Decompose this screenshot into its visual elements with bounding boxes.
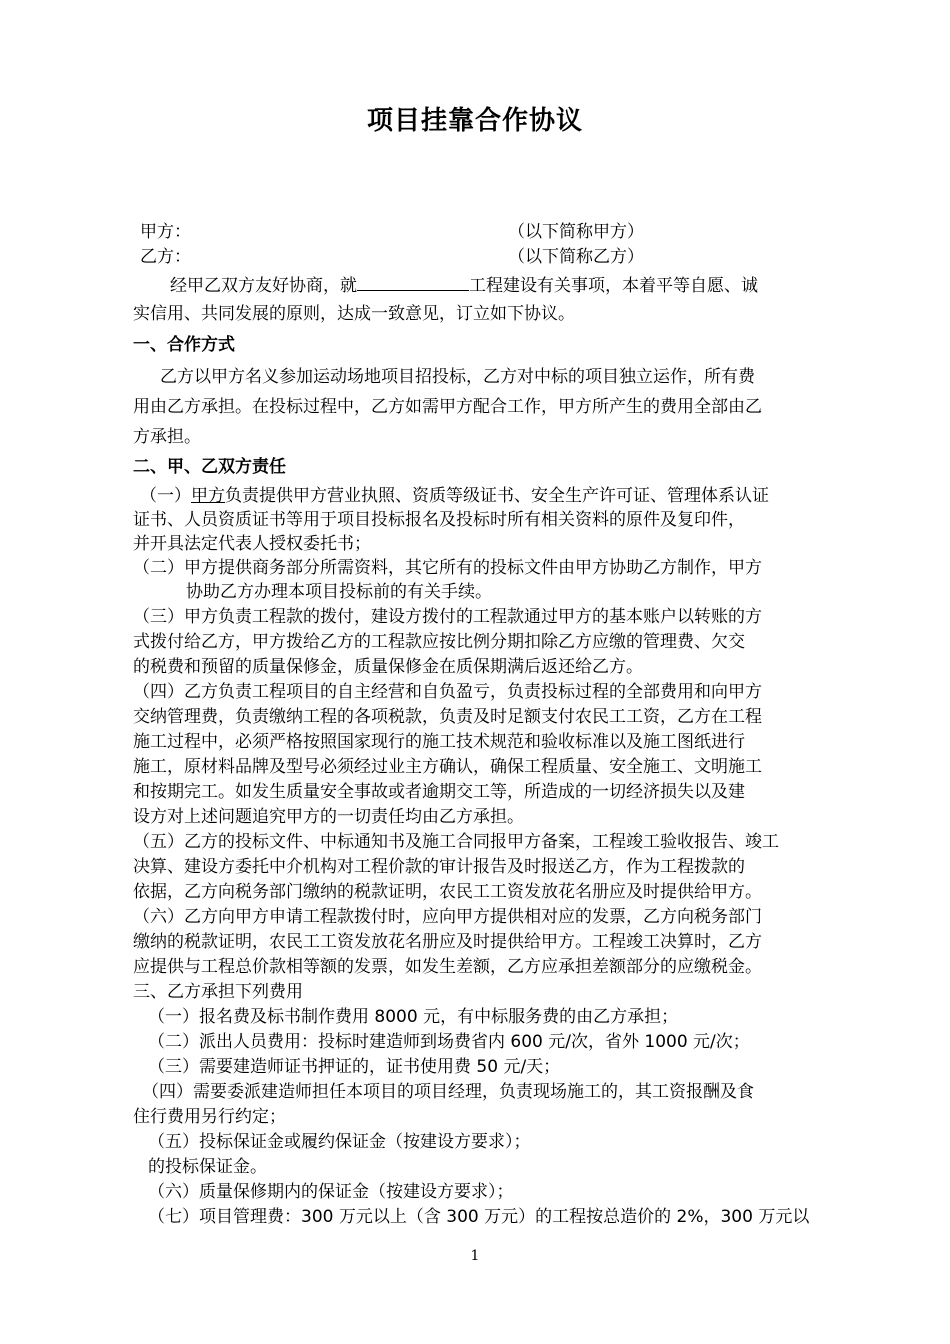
section-2-item-4-line: 施工过程中，必须严格按照国家现行的施工技术规范和验收标准以及施工图纸进行 [133, 732, 745, 752]
section-1-line: 乙方以甲方名义参加运动场地项目招投标，乙方对中标的项目独立运作，所有费 [160, 367, 755, 387]
section-3-heading: 三、乙方承担下列费用 [133, 982, 303, 1002]
section-3-line: （一）报名费及标书制作费用 8000 元，有中标服务费的由乙方承担； [148, 1007, 679, 1027]
party-a-note: （以下简称甲方） [508, 222, 644, 242]
section-3-line: （五）投标保证金或履约保证金（按建设方要求）； [148, 1132, 531, 1152]
section-3-line: （六）质量保修期内的保证金（按建设方要求）； [148, 1182, 514, 1202]
section-2-item-2-line: 协助乙方办理本项目投标前的有关手续。 [186, 582, 492, 602]
section-2-heading: 二、甲、乙双方责任 [133, 457, 286, 477]
party-b-label: 乙方： [140, 247, 191, 267]
intro-text-before: 经甲乙双方友好协商，就 [170, 276, 357, 296]
section-2-item-4-line: （四）乙方负责工程项目的自主经营和自负盈亏，负责投标过程的全部费用和向甲方 [133, 682, 762, 702]
section-1-line: 方承担。 [133, 427, 201, 447]
item-1-rest: 负责提供甲方营业执照、资质等级证书、安全生产许可证、管理体系认证 [225, 486, 769, 506]
section-2-item-6-line: 应提供与工程总价款相等额的发票，如发生差额，乙方应承担差额部分的应缴税金。 [133, 957, 762, 977]
section-2-item-1-line: 证书、人员资质证书等用于项目投标报名及投标时所有相关资料的原件及复印件， [133, 510, 745, 530]
section-2-item-4-line: 和按期完工。如发生质量安全事故或者逾期交工等，所造成的一切经济损失以及建 [133, 782, 745, 802]
section-3-line: （七）项目管理费：300 万元以上（含 300 万元）的工程按总造价的 2%，300 万元以 [148, 1207, 810, 1227]
section-3-line: 住行费用另行约定； [133, 1107, 286, 1127]
intro-line-2: 实信用、共同发展的原则，达成一致意见，订立如下协议。 [133, 304, 575, 324]
item-1-prefix: （一） [140, 486, 191, 506]
section-2-item-1-first-line [140, 484, 769, 508]
section-3-line: （二）派出人员费用：投标时建造师到场费省内 600 元/次，省外 1000 元/次； [148, 1032, 750, 1052]
section-2-item-4-line: 设方对上述问题追究甲方的一切责任均由乙方承担。 [133, 807, 524, 827]
section-2-item-3-line: （三）甲方负责工程款的拨付，建设方拨付的工程款通过甲方的基本账户以转账的方 [133, 607, 762, 627]
section-2-item-6-line: （六）乙方向甲方申请工程款拨付时，应向甲方提供相对应的发票，乙方向税务部门 [133, 907, 762, 927]
section-2-item-6-line: 缴纳的税款证明，农民工工资发放花名册应及时提供给甲方。工程竣工决算时，乙方 [133, 932, 762, 952]
party-a-label: 甲方： [140, 222, 191, 242]
project-name-blank [357, 272, 469, 291]
section-3-line: （三）需要建造师证书押证的，证书使用费 50 元/天； [148, 1057, 561, 1077]
section-3-line: 的投标保证金。 [148, 1157, 267, 1177]
section-1-heading: 一、合作方式 [133, 335, 235, 355]
section-2-item-3-line: 式拨付给乙方，甲方拨给乙方的工程款应按比例分期扣除乙方应缴的管理费、欠交 [133, 632, 745, 652]
section-2-item-5-line: 决算、建设方委托中介机构对工程价款的审计报告及时报送乙方，作为工程拨款的 [133, 857, 745, 877]
document-title: 项目挂靠合作协议 [366, 106, 583, 136]
section-1-line: 用由乙方承担。在投标过程中，乙方如需甲方配合工作，甲方所产生的费用全部由乙 [133, 397, 762, 417]
intro-text-after: 工程建设有关事项，本着平等自愿、诚 [469, 276, 758, 296]
section-2-item-4-line: 交纳管理费，负责缴纳工程的各项税款，负责及时足额支付农民工工资，乙方在工程 [133, 707, 762, 727]
section-2-item-5-line: 依据，乙方向税务部门缴纳的税款证明，农民工工资发放花名册应及时提供给甲方。 [133, 882, 762, 902]
section-2-item-3-line: 的税费和预留的质量保修金，质量保修金在质保期满后返还给乙方。 [133, 657, 643, 677]
section-2-item-4-line: 施工，原材料品牌及型号必须经过业主方确认，确保工程质量、安全施工、文明施工 [133, 757, 762, 777]
intro-line-1 [170, 272, 758, 298]
section-2-item-1-line: 并开具法定代表人授权委托书； [133, 534, 371, 554]
section-2-item-2-line: （二）甲方提供商务部分所需资料，其它所有的投标文件由甲方协助乙方制作，甲方 [133, 558, 762, 578]
item-1-underlined-party: 甲方 [191, 486, 225, 506]
page-number: 1 [470, 1248, 480, 1264]
section-2-item-5-line: （五）乙方的投标文件、中标通知书及施工合同报甲方备案，工程竣工验收报告、竣工 [133, 832, 779, 852]
party-b-note: （以下简称乙方） [508, 247, 644, 267]
section-3-line: （四）需要委派建造师担任本项目的项目经理，负责现场施工的，其工资报酬及食 [142, 1082, 754, 1102]
